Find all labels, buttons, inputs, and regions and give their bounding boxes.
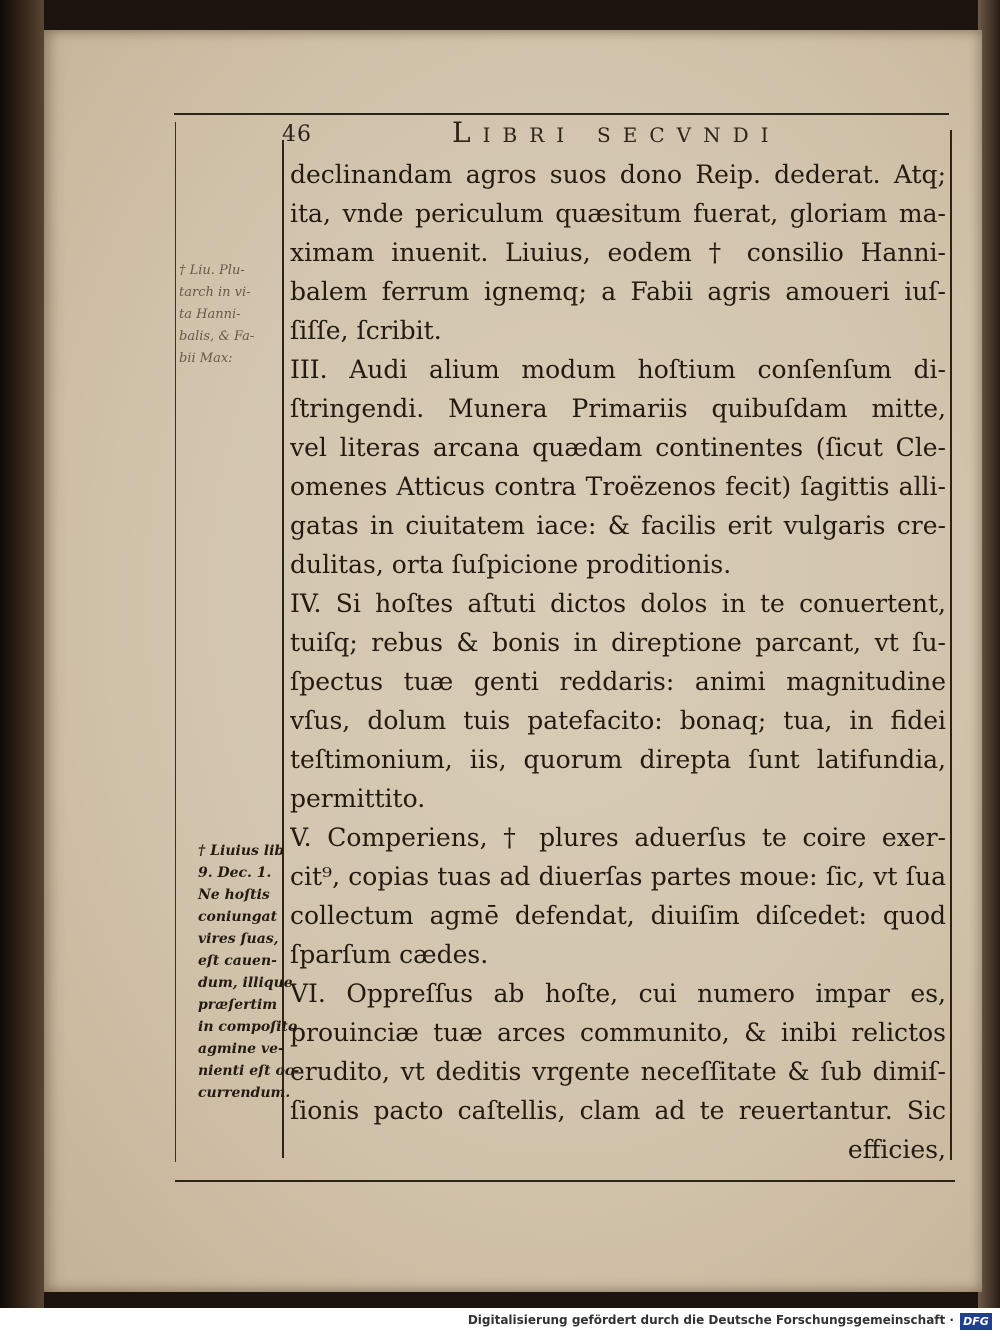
marginal-line: dum, illique: [198, 975, 293, 991]
book-binding-edge: [0, 0, 44, 1308]
digitization-footer: [0, 1308, 1000, 1336]
marginal-line: currendum.: [198, 1085, 291, 1101]
marginal-line: vires ſuas,: [198, 931, 279, 947]
catchword: efficies,: [847, 1135, 946, 1164]
marginal-line: nienti eſt oc-: [198, 1063, 300, 1079]
text-column-rule: [282, 140, 284, 1158]
text-line: balem ferrum ignemq; a Fabii agris amoueri iuſ-: [290, 277, 946, 306]
text-line: collectum agmē defendat, diuiſim diſcedet: quod: [290, 901, 946, 930]
text-line: ſtringendi. Munera Primariis quibuſdam mitte,: [290, 394, 946, 423]
right-column-rule: [950, 130, 952, 1160]
text-line: ſionis pacto caſtellis, clam ad te reuertantur. Sic: [290, 1096, 946, 1125]
text-line: vel literas arcana quædam continentes (ſicut Cle-: [290, 433, 946, 462]
marginal-line: agmine ve-: [198, 1041, 284, 1057]
text-line: III. Audi alium modum hoſtium conſenſum di-: [290, 355, 946, 384]
text-line: declinandam agros suos dono Reip. dederat. Atq;: [290, 160, 946, 189]
marginal-line: in compoſito: [198, 1019, 298, 1035]
marginal-note-livy-book-9: [198, 840, 300, 1104]
text-line: ſparſum cædes.: [290, 940, 489, 969]
marginal-line: tarch in vi-: [179, 285, 251, 300]
text-line: tuiſq; rebus & bonis in direptione parcant, vt ſu-: [290, 628, 946, 657]
text-line: teſtimonium, iis, quorum direpta ſunt latifundia,: [290, 745, 946, 774]
marginal-note-livy-plutarch: [179, 260, 279, 370]
running-title: Libri secvndi: [452, 116, 781, 149]
text-line: erudito, vt deditis vrgente neceſſitate & ſub dimiſ-: [290, 1057, 946, 1086]
bottom-rule: [175, 1180, 955, 1182]
text-line: omenes Atticus contra Troëzenos fecit) ſagittis alli-: [290, 472, 946, 501]
text-line: gatas in ciuitatem iace: & facilis erit vulgaris cre-: [290, 511, 946, 540]
marginal-line: eſt cauen-: [198, 953, 277, 969]
dfg-logo-icon: DFG: [960, 1313, 992, 1330]
marginal-line: balis, & Fa-: [179, 329, 255, 344]
text-line: cit⁹, copias tuas ad diuerſas partes moue: ſic, vt ſua: [290, 862, 946, 891]
text-line: dulitas, orta ſuſpicione proditionis.: [290, 550, 732, 579]
text-line: ſiſſe, ſcribit.: [290, 316, 442, 345]
outer-margin-rule: [175, 122, 176, 1162]
text-line: ſpectus tuæ genti reddaris: animi magnitudine: [290, 667, 946, 696]
book-page: [44, 30, 982, 1292]
text-line: vſus, dolum tuis patefacito: bonaq; tua, in fidei: [290, 706, 946, 735]
page-number: 46: [282, 122, 312, 147]
marginal-line: † Liuius lib: [198, 843, 285, 859]
marginal-line: præſertim: [198, 997, 278, 1013]
marginal-line: ta Hanni-: [179, 307, 241, 322]
text-line: IV. Si hoſtes aſtuti dictos dolos in te conuertent,: [290, 589, 946, 618]
running-head: [282, 116, 842, 156]
marginal-line: 9. Dec. 1.: [198, 865, 272, 881]
header-rule: [174, 113, 949, 115]
text-line: ita, vnde periculum quæsitum fuerat, gloriam ma-: [290, 199, 946, 228]
text-line: prouinciæ tuæ arces communito, & inibi relictos: [290, 1018, 946, 1047]
text-line: ximam inuenit. Liuius, eodem † consilio Hanni-: [290, 238, 946, 267]
text-line: permittito.: [290, 784, 426, 813]
marginal-line: bii Max:: [179, 351, 233, 366]
marginal-line: Ne hoſtis: [198, 887, 270, 903]
marginal-line: coniungat: [198, 909, 278, 925]
text-line: V. Comperiens, † plures aduerſus te coire exer-: [290, 823, 946, 852]
marginal-line: † Liu. Plu-: [179, 263, 245, 278]
funding-credit: Digitalisierung gefördert durch die Deutsche Forschungsgemeinschaft ·: [467, 1313, 954, 1327]
text-line: VI. Oppreſſus ab hoſte, cui numero impar es,: [290, 979, 946, 1008]
